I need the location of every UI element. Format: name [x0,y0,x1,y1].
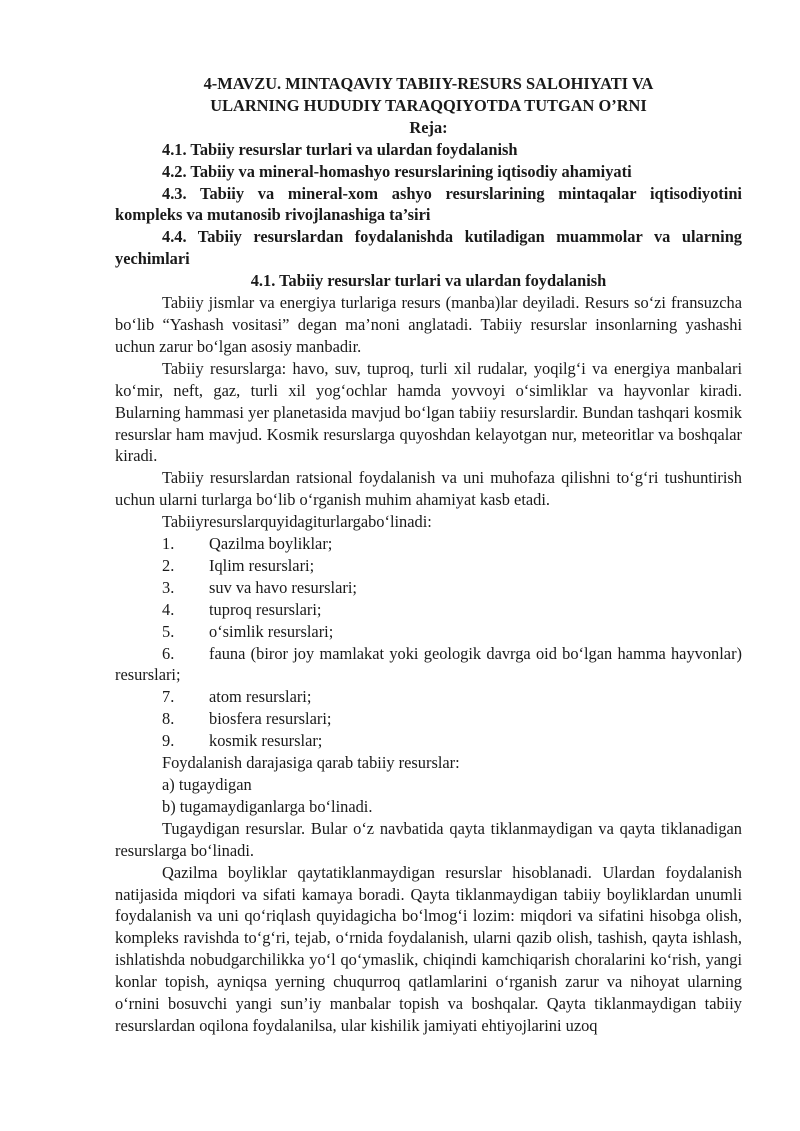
list-item-text: o‘simlik resurslari; [209,621,334,641]
section-heading: 4.1. Tabiiy resurslar turlari va ulardan foydalanish [250,271,607,291]
list-item-number: 4. [162,599,175,619]
list-item-text: fauna (biror joy mamlakat yoki geologik davrga oid bo‘lgan hamma hayvonlar) resurslari; [115,643,742,685]
list-item-number: 3. [162,577,175,597]
resource-types-list [115,533,742,752]
list-item-number: 2. [162,555,175,575]
list-item-number: 5. [162,621,175,641]
paragraph-resource-examples: Tabiiy resurslarga: havo, suv, tuproq, turli xil rudalar, yoqilg‘i va energiya manbalari ko‘mir, neft, gaz, turli xil yog‘ochlar hamda yovvoyi o‘simliklar va hayvonlar kiradi. Bularning hammasi yer planetasida mavjud bo‘lgan tabiiy resurslardir. Bundan tashqari kosmik resurslar ham mavjud. Kosmik resurslarga quyoshdan kelayotgan nur, meteoritlar va boshqalar kiradi. [115,358,742,466]
list-item-text: tuproq resurslari; [209,599,322,619]
plan-item-3: 4.3. Tabiiy va mineral-xom ashyo resurslarining mintaqalar iqtisodiyotini kompleks va mutanosib rivojlanashiga ta’siri [115,183,742,225]
list-item-number: 8. [162,709,175,729]
list-item-text: Iqlim resurslari; [209,555,315,575]
document-title-line-1: 4-MAVZU. MINTAQAVIY TABIIY-RESURS SALOHIYATI VA [203,74,654,93]
paragraph-rational-use: Tabiiy resurslardan ratsional foydalanish va uni muhofaza qilishni to‘g‘ri tushuntirish uchun ularni turlarga bo‘lib o‘rganish muhim ahamiyat kasb etadi. [115,468,742,510]
list-item-text: Qazilma boyliklar; [209,534,333,554]
classification-a: a) tugaydigan [162,775,252,794]
paragraph-mineral-resources: Qazilma boyliklar qaytatiklanmaydigan resurslar hisoblanadi. Ulardan foydalanish natijasida miqdori va sifati kamaya boradi. Qayta tiklanmaydigan tabiiy boyliklardan unumli foydalanish va uni qo‘riqlash quyidagicha bo‘lmog‘i lozim: miqdori va sifatini hisobga olish, kompleks ravishda to‘g‘ri, tejab, o‘rnida foydalanish, ularni qazib olish, tashish, qayta ishlash, ishlatishda nobudgarchilikka yo‘l qo‘ymaslik, chiqindi kamchiqarish choralarini ko‘rish, yangi konlar topish, ayniqsa yerning chuqurroq qatlamlarini o‘rganish zarur va nihoyat ularning o‘rnini bosuvchi yangi sun’iy manbalar topish va boshqalar. Qayta tiklanmaydigan tabiiy resurslardan oqilona foydalanilsa, ular kishilik jamiyati ehtiyojlarini uzoq [115,862,742,1035]
classification-b: b) tugamaydiganlarga bo‘linadi. [162,796,373,816]
list-item-number: 6. [162,643,175,663]
list-item [115,730,742,752]
list-item [115,708,742,730]
plan-item-1: 4.1. Tabiiy resurslar turlari va ulardan foydalanish [162,139,518,159]
list-item [115,577,742,599]
list-item [115,599,742,621]
list-item-text: kosmik resurslar; [209,731,323,751]
list-item [115,533,742,555]
list-item-text: biosfera resurslari; [209,709,332,729]
list-item [115,555,742,577]
list-item-text: atom resurslari; [209,687,312,707]
list-item [115,643,742,687]
paragraph-definition: Tabiiy jismlar va energiya turlariga resurs (manba)lar deyiladi. Resurs so‘zi fransuzcha bo‘lib “Yashash vositasi” degan ma’noni anglatadi. Tabiiy resurslar insonlarning yashashi uchun zarur bo‘lgan asosiy manbadir. [115,293,742,356]
list-item-text: suv va havo resurslari; [209,577,357,597]
plan-heading: Reja: [409,117,448,137]
paragraph-exhaustible: Tugaydigan resurslar. Bular o‘z navbatida qayta tiklanmaydigan va qayta tiklanadigan resurslarga bo‘linadi. [115,818,742,860]
list-item [115,621,742,643]
paragraph-list-intro: Tabiiyresurslarquyidagiturlargabo‘linadi: [162,512,432,532]
list-item-number: 9. [162,731,175,751]
document-title-line-2: ULARNING HUDUDIY TARAQQIYOTDA TUTGAN O’RNI [210,95,647,115]
plan-item-2: 4.2. Tabiiy va mineral-homashyo resurslarining iqtisodiy ahamiyati [162,161,632,181]
plan-item-4: 4.4. Tabiiy resurslardan foydalanishda kutiladigan muammolar va ularning yechimlari [115,227,742,269]
document-page [115,73,742,1037]
classification-intro: Foydalanish darajasiga qarab tabiiy resurslar: [162,753,460,773]
list-item-number: 1. [162,534,175,554]
list-item [115,686,742,708]
list-item-number: 7. [162,687,175,707]
